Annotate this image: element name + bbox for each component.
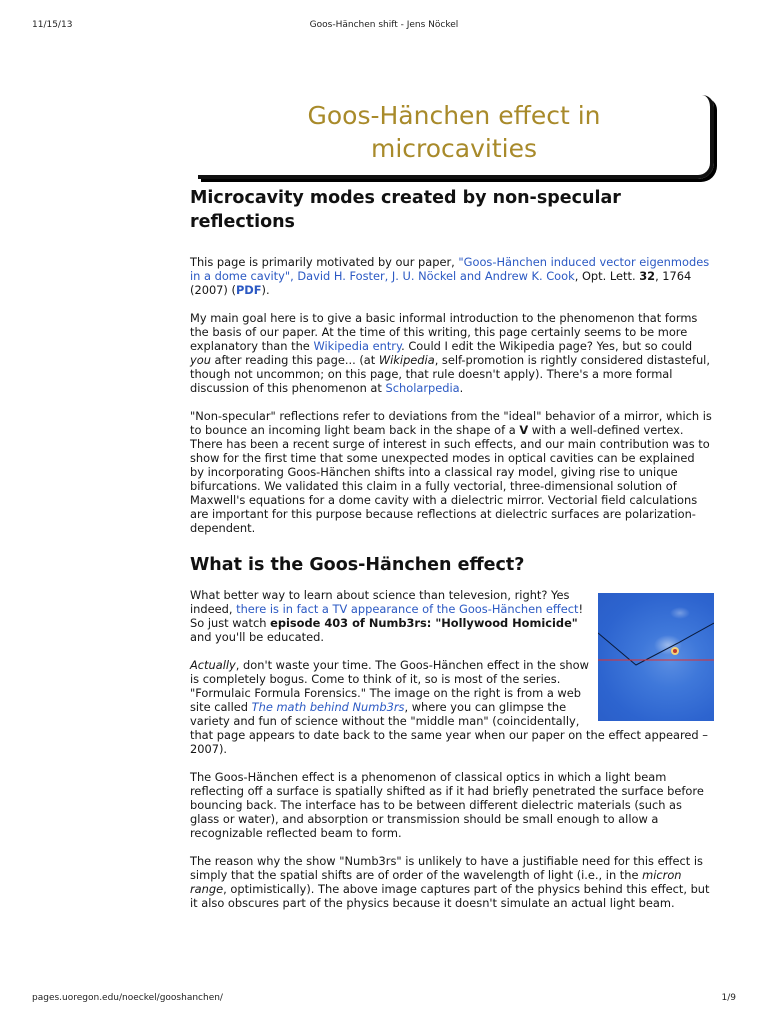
beam-glow-upper bbox=[670, 607, 690, 619]
text: , don't waste your time. The Goos-Hänchen effect in the show is completely bogus. Come to think of it, so is most of the series. "Formulaic Formula Forensics." The image on the right is from a web site called bbox=[190, 658, 589, 714]
goal-paragraph bbox=[190, 311, 712, 395]
scholarpedia-link[interactable]: Scholarpedia bbox=[385, 381, 460, 395]
text: , optimistically). The above image captures part of the physics behind this effect, but it also obscures part of the physics because it doesn't simulate an actual light beam. bbox=[190, 882, 710, 910]
text-wikipedia: Wikipedia bbox=[378, 353, 435, 367]
print-date: 11/15/13 bbox=[32, 20, 73, 30]
title-banner bbox=[198, 95, 714, 179]
text: The reason why the show "Numb3rs" is unlikely to have a justifiable need for this effect is simply that the spatial shifts are of order of the wavelength of light (i.e., in the bbox=[190, 854, 703, 882]
main-content bbox=[190, 186, 712, 924]
goos-hanchen-figure bbox=[598, 593, 714, 721]
text: ! So just watch bbox=[190, 602, 584, 630]
banner-title-line2: microcavities bbox=[370, 134, 538, 163]
text-actually: Actually bbox=[190, 658, 236, 672]
text: , where you can glimpse the variety and fun of science without the "middle man" (coincidentally, that page appears to date back to the same year when our paper on the effect appeared – 2007). bbox=[190, 700, 708, 756]
non-specular-paragraph bbox=[190, 409, 712, 535]
reason-paragraph bbox=[190, 854, 712, 910]
text: , 1764 (2007) ( bbox=[190, 269, 692, 297]
math-behind-numb3rs-link[interactable]: The math behind Numb3rs bbox=[251, 700, 405, 714]
text: ). bbox=[261, 283, 270, 297]
beam-spot-center bbox=[673, 649, 677, 653]
text-v: V bbox=[519, 423, 529, 437]
volume-number: 32 bbox=[639, 269, 656, 283]
text: after reading this page... (at bbox=[210, 353, 379, 367]
print-page-number: 1/9 bbox=[721, 993, 736, 1003]
text-micron-range: micron range bbox=[190, 868, 682, 896]
text: What better way to learn about science than televesion, right? Yes indeed, bbox=[190, 588, 570, 616]
tv-appearance-link[interactable]: there is in fact a TV appearance of the Goos-Hänchen effect bbox=[236, 602, 579, 616]
text: "Non-specular" reflections refer to deviations from the "ideal" behavior of a mirror, which is to bounce an incoming light beam back in the shape of a bbox=[190, 409, 712, 437]
text: , Opt. Lett. bbox=[574, 269, 640, 283]
text: . bbox=[459, 381, 464, 395]
paper-link[interactable]: "Goos-Hänchen induced vector eigenmodes in a dome cavity", David H. Foster, J. U. Nöckel and Andrew K. Cook bbox=[190, 255, 710, 283]
section-heading-microcavity: Microcavity modes created by non-specular reflections bbox=[190, 188, 621, 232]
banner-title bbox=[198, 99, 710, 165]
text: This page is primarily motivated by our paper, bbox=[190, 255, 459, 269]
wikipedia-entry-link[interactable]: Wikipedia entry bbox=[313, 339, 402, 353]
reflection-diagram bbox=[598, 593, 714, 721]
print-page-title: Goos-Hänchen shift - Jens Nöckel bbox=[309, 20, 459, 30]
text: and you'll be educated. bbox=[190, 630, 324, 644]
text: My main goal here is to give a basic informal introduction to the phenomenon that forms the basis of our paper. At the time of this writing, this page certainly seems to be more explanatory than the bbox=[190, 311, 698, 353]
banner-title-line1: Goos-Hänchen effect in bbox=[307, 101, 601, 130]
text-you: you bbox=[190, 353, 211, 367]
definition-paragraph: The Goos-Hänchen effect is a phenomenon of classical optics in which a light beam reflecting off a surface is spatially shifted as if it had briefly penetrated the surface before bouncing back. The interface has to be between different dielectric materials (such as glass or water), and absorption or transmission should be small enough to allow a recognizable reflected beam to form. bbox=[190, 770, 704, 840]
section-heading-goos-hanchen: What is the Goos-Hänchen effect? bbox=[190, 555, 525, 575]
text: with a well-defined vertex. There has been a recent surge of interest in such effects, and our main contribution was to show for the first time that some unexpected modes in optical cavities can be explained by incorporating Goos-Hänchen shifts into a classical ray model, giving rise to unique bifurcations. We validated this claim in a fully vectorial, three-dimensional solution of Maxwell's equations for a dome cavity with a dielectric mirror. Vectorial field calculations are important for this purpose because reflections at dielectric surfaces are polarization-dependent. bbox=[190, 423, 710, 535]
intro-paragraph bbox=[190, 255, 712, 297]
print-url: pages.uoregon.edu/noeckel/gooshanchen/ bbox=[32, 993, 223, 1003]
text: , self-promotion is rightly considered distasteful, though not uncommon; on this page, that rule doesn't apply). There's a more formal discussion of this phenomenon at bbox=[190, 353, 710, 395]
episode-title: episode 403 of Numb3rs: "Hollywood Homicide" bbox=[270, 616, 578, 630]
pdf-link[interactable]: PDF bbox=[235, 283, 262, 297]
text: . Could I edit the Wikipedia page? Yes, but so could bbox=[401, 339, 693, 353]
